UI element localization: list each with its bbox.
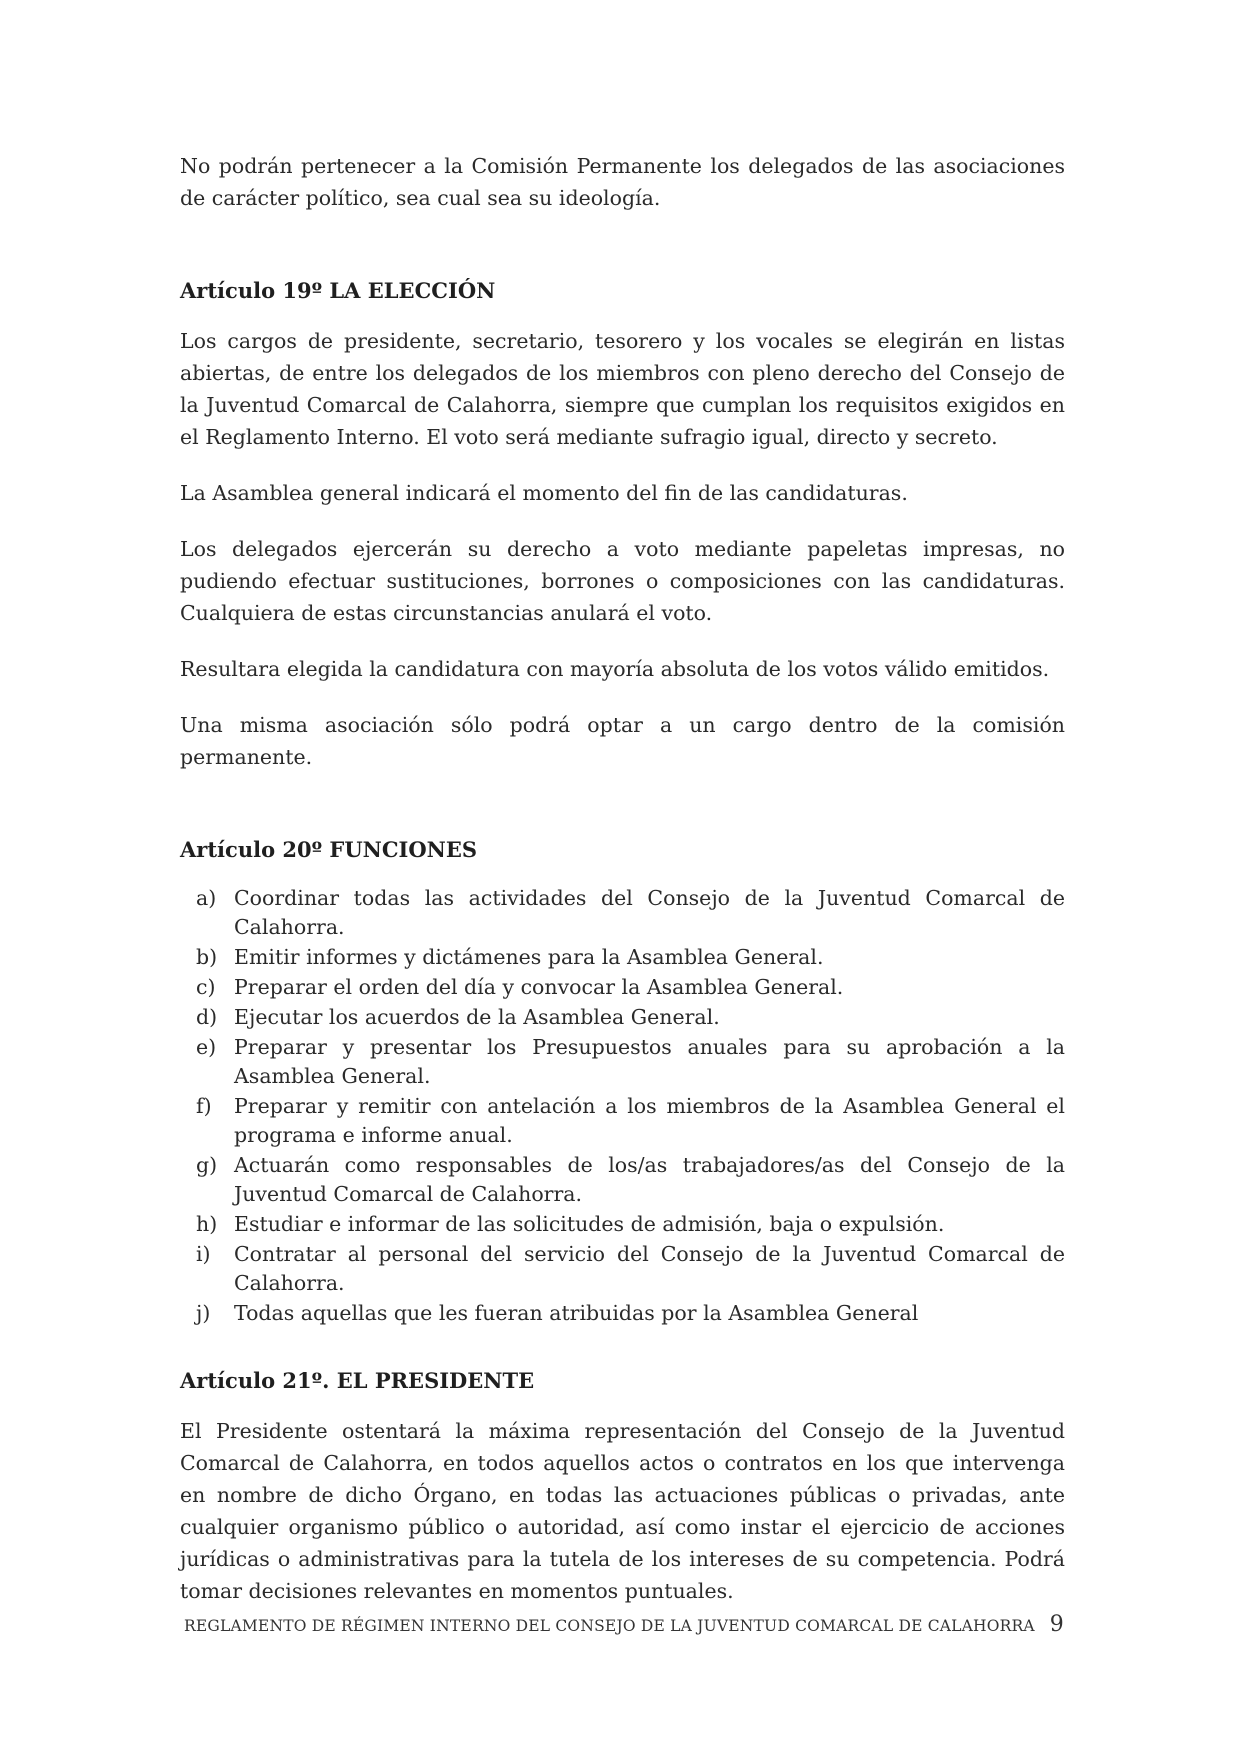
item-label: c) <box>196 975 216 999</box>
page-footer <box>184 1612 1064 1637</box>
article-19-paragraph-2: La Asamblea general indicará el momento del fin de las candidaturas. <box>180 481 908 505</box>
item-text: Todas aquellas que les fueran atribuidas por la Asamblea General <box>234 1301 919 1325</box>
item-label: e) <box>196 1035 217 1059</box>
item-label: b) <box>196 945 218 969</box>
item-label: a) <box>196 886 217 910</box>
list-item <box>196 973 1065 1002</box>
article-19-paragraph-1: Los cargos de presidente, secretario, tesorero y los vocales se elegirán en listas abiertas, de entre los delegados de los miembros con pleno derecho del Consejo de la Juventud Comarcal de Calahorra, siempre que cumplan los requisitos exigidos en el Reglamento Interno. El voto será mediante sufragio igual, directo y secreto. <box>180 329 1065 449</box>
article-21-heading: Artículo 21º. EL PRESIDENTE <box>180 1368 535 1393</box>
list-item <box>196 1299 1065 1328</box>
intro-paragraph: No podrán pertenecer a la Comisión Permanente los delegados de las asociaciones de carácter político, sea cual sea su ideología. <box>180 154 1065 210</box>
item-text: Preparar y presentar los Presupuestos anuales para su aprobación a la Asamblea General. <box>234 1035 1065 1088</box>
list-item <box>196 1151 1065 1209</box>
item-text: Contratar al personal del servicio del Consejo de la Juventud Comarcal de Calahorra. <box>234 1242 1065 1295</box>
item-text: Preparar y remitir con antelación a los miembros de la Asamblea General el programa e informe anual. <box>234 1094 1065 1147</box>
item-label: j) <box>196 1301 211 1325</box>
article-19-paragraph-4: Resultara elegida la candidatura con mayoría absoluta de los votos válido emitidos. <box>180 657 1050 681</box>
article-19-heading: Artículo 19º LA ELECCIÓN <box>180 278 496 303</box>
item-text: Estudiar e informar de las solicitudes de admisión, baja o expulsión. <box>234 1212 945 1236</box>
item-text: Actuarán como responsables de los/as trabajadores/as del Consejo de la Juventud Comarcal de Calahorra. <box>234 1153 1065 1206</box>
article-20-heading: Artículo 20º FUNCIONES <box>180 837 478 862</box>
functions-list <box>180 884 1065 1328</box>
list-item <box>196 1092 1065 1150</box>
list-item <box>196 1033 1065 1091</box>
article-21-paragraph-1: El Presidente ostentará la máxima representación del Consejo de la Juventud Comarcal de Calahorra, en todos aquellos actos o contratos en los que intervenga en nombre de dicho Órgano, en todas las actuaciones públicas o privadas, ante cualquier organismo público o autoridad, así como instar el ejercicio de acciones jurídicas o administrativas para la tutela de los intereses de su competencia. Podrá tomar decisiones relevantes en momentos puntuales. <box>180 1419 1065 1603</box>
item-text: Ejecutar los acuerdos de la Asamblea General. <box>234 1005 720 1029</box>
list-item <box>196 1210 1065 1239</box>
page-number: 9 <box>1049 1612 1064 1637</box>
item-label: i) <box>196 1242 211 1266</box>
item-label: f) <box>196 1094 212 1118</box>
list-item <box>196 1240 1065 1298</box>
item-text: Emitir informes y dictámenes para la Asamblea General. <box>234 945 824 969</box>
footer-title: REGLAMENTO DE RÉGIMEN INTERNO DEL CONSEJO DE LA JUVENTUD COMARCAL DE CALAHORRA <box>184 1617 1035 1635</box>
list-item <box>196 884 1065 942</box>
item-text: Coordinar todas las actividades del Consejo de la Juventud Comarcal de Calahorra. <box>234 886 1065 939</box>
item-label: g) <box>196 1153 218 1177</box>
item-label: h) <box>196 1212 218 1236</box>
page-content <box>180 150 1065 1631</box>
list-item <box>196 1003 1065 1032</box>
article-19-paragraph-5: Una misma asociación sólo podrá optar a un cargo dentro de la comisión permanente. <box>180 713 1065 769</box>
article-19-paragraph-3: Los delegados ejercerán su derecho a voto mediante papeletas impresas, no pudiendo efectuar sustituciones, borrones o composiciones con las candidaturas. Cualquiera de estas circunstancias anulará el voto. <box>180 537 1065 625</box>
item-text: Preparar el orden del día y convocar la Asamblea General. <box>234 975 844 999</box>
item-label: d) <box>196 1005 218 1029</box>
list-item <box>196 943 1065 972</box>
